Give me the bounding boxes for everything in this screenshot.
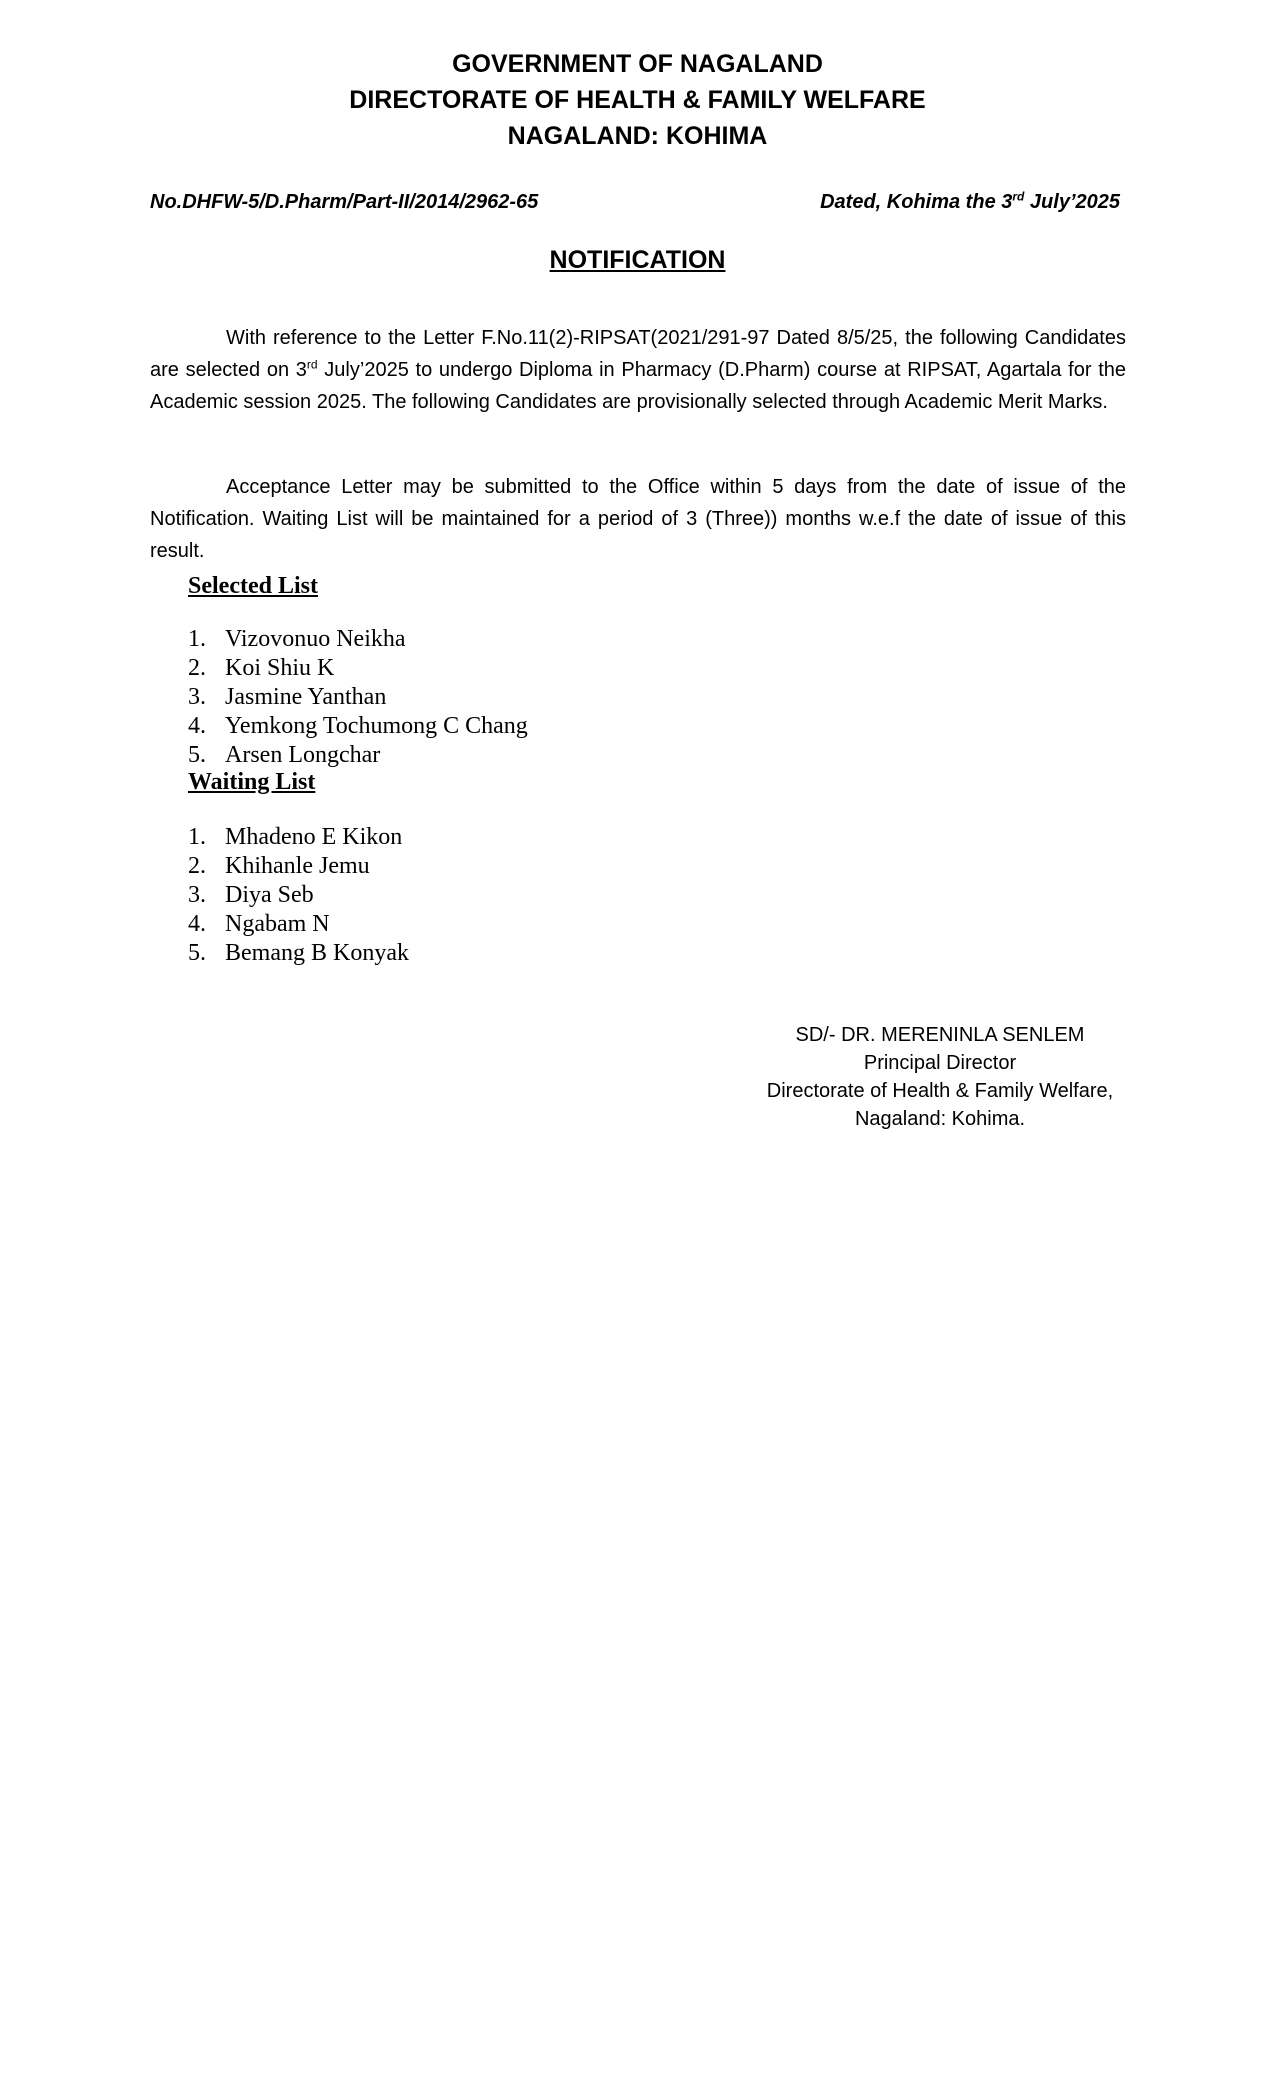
signatory-designation: Principal Director <box>863 1052 1017 1074</box>
selected-candidates-list <box>188 625 528 770</box>
reference-number: No.DHFW-5/D.Pharm/Part-II/2014/2962-65 <box>150 191 539 213</box>
paragraph-acceptance-instructions: Acceptance Letter may be submitted to the Office within 5 days from the date of issue of the Notification. Waiting List will be maintained for a period of 3 (Three)) months w.e.f the date of issue of this result. <box>150 476 1126 562</box>
list-item: 2. Khihanle Jemu <box>188 853 370 879</box>
waiting-list-heading: Waiting List <box>188 769 316 795</box>
waiting-candidates-list <box>188 823 409 968</box>
paragraph-selection-details: With reference to the Letter F.No.11(2)-RIPSAT(2021/291-97 Dated 8/5/25, the following Candidates are selected on 3rd July’2025 to undergo Diploma in Pharmacy (D.Pharm) course at RIPSAT, Agartala for the Academic session 2025. The following Candidates are provisionally selected through Academic Merit Marks. <box>150 327 1126 413</box>
signatory-location: Nagaland: Kohima. <box>854 1108 1026 1130</box>
signatory-name: SD/- DR. MERENINLA SENLEM <box>795 1024 1085 1046</box>
list-item: 5. Arsen Longchar <box>188 742 381 768</box>
list-item: 3. Jasmine Yanthan <box>188 684 387 710</box>
issue-date: Dated, Kohima the 3rd July’2025 <box>820 189 1120 213</box>
letterhead <box>0 46 1275 154</box>
list-item: 4. Ngabam N <box>188 911 330 937</box>
list-item: 4. Yemkong Tochumong C Chang <box>188 713 528 739</box>
reference-line <box>150 188 1124 216</box>
notification-title: NOTIFICATION <box>549 246 726 274</box>
list-item: 1. Mhadeno E Kikon <box>188 824 403 850</box>
list-item: 5. Bemang B Konyak <box>188 940 409 966</box>
letterhead-line-location: NAGALAND: KOHIMA <box>507 122 768 150</box>
signatory-office: Directorate of Health & Family Welfare, <box>766 1080 1114 1102</box>
list-item: 2. Koi Shiu K <box>188 655 335 681</box>
list-item: 3. Diya Seb <box>188 882 314 908</box>
letterhead-line-government: GOVERNMENT OF NAGALAND <box>452 50 823 78</box>
list-item: 1. Vizovonuo Neikha <box>188 626 406 652</box>
letterhead-line-directorate: DIRECTORATE OF HEALTH & FAMILY WELFARE <box>349 86 926 114</box>
signature-block <box>740 1021 1140 1133</box>
selected-list-heading: Selected List <box>188 573 318 599</box>
